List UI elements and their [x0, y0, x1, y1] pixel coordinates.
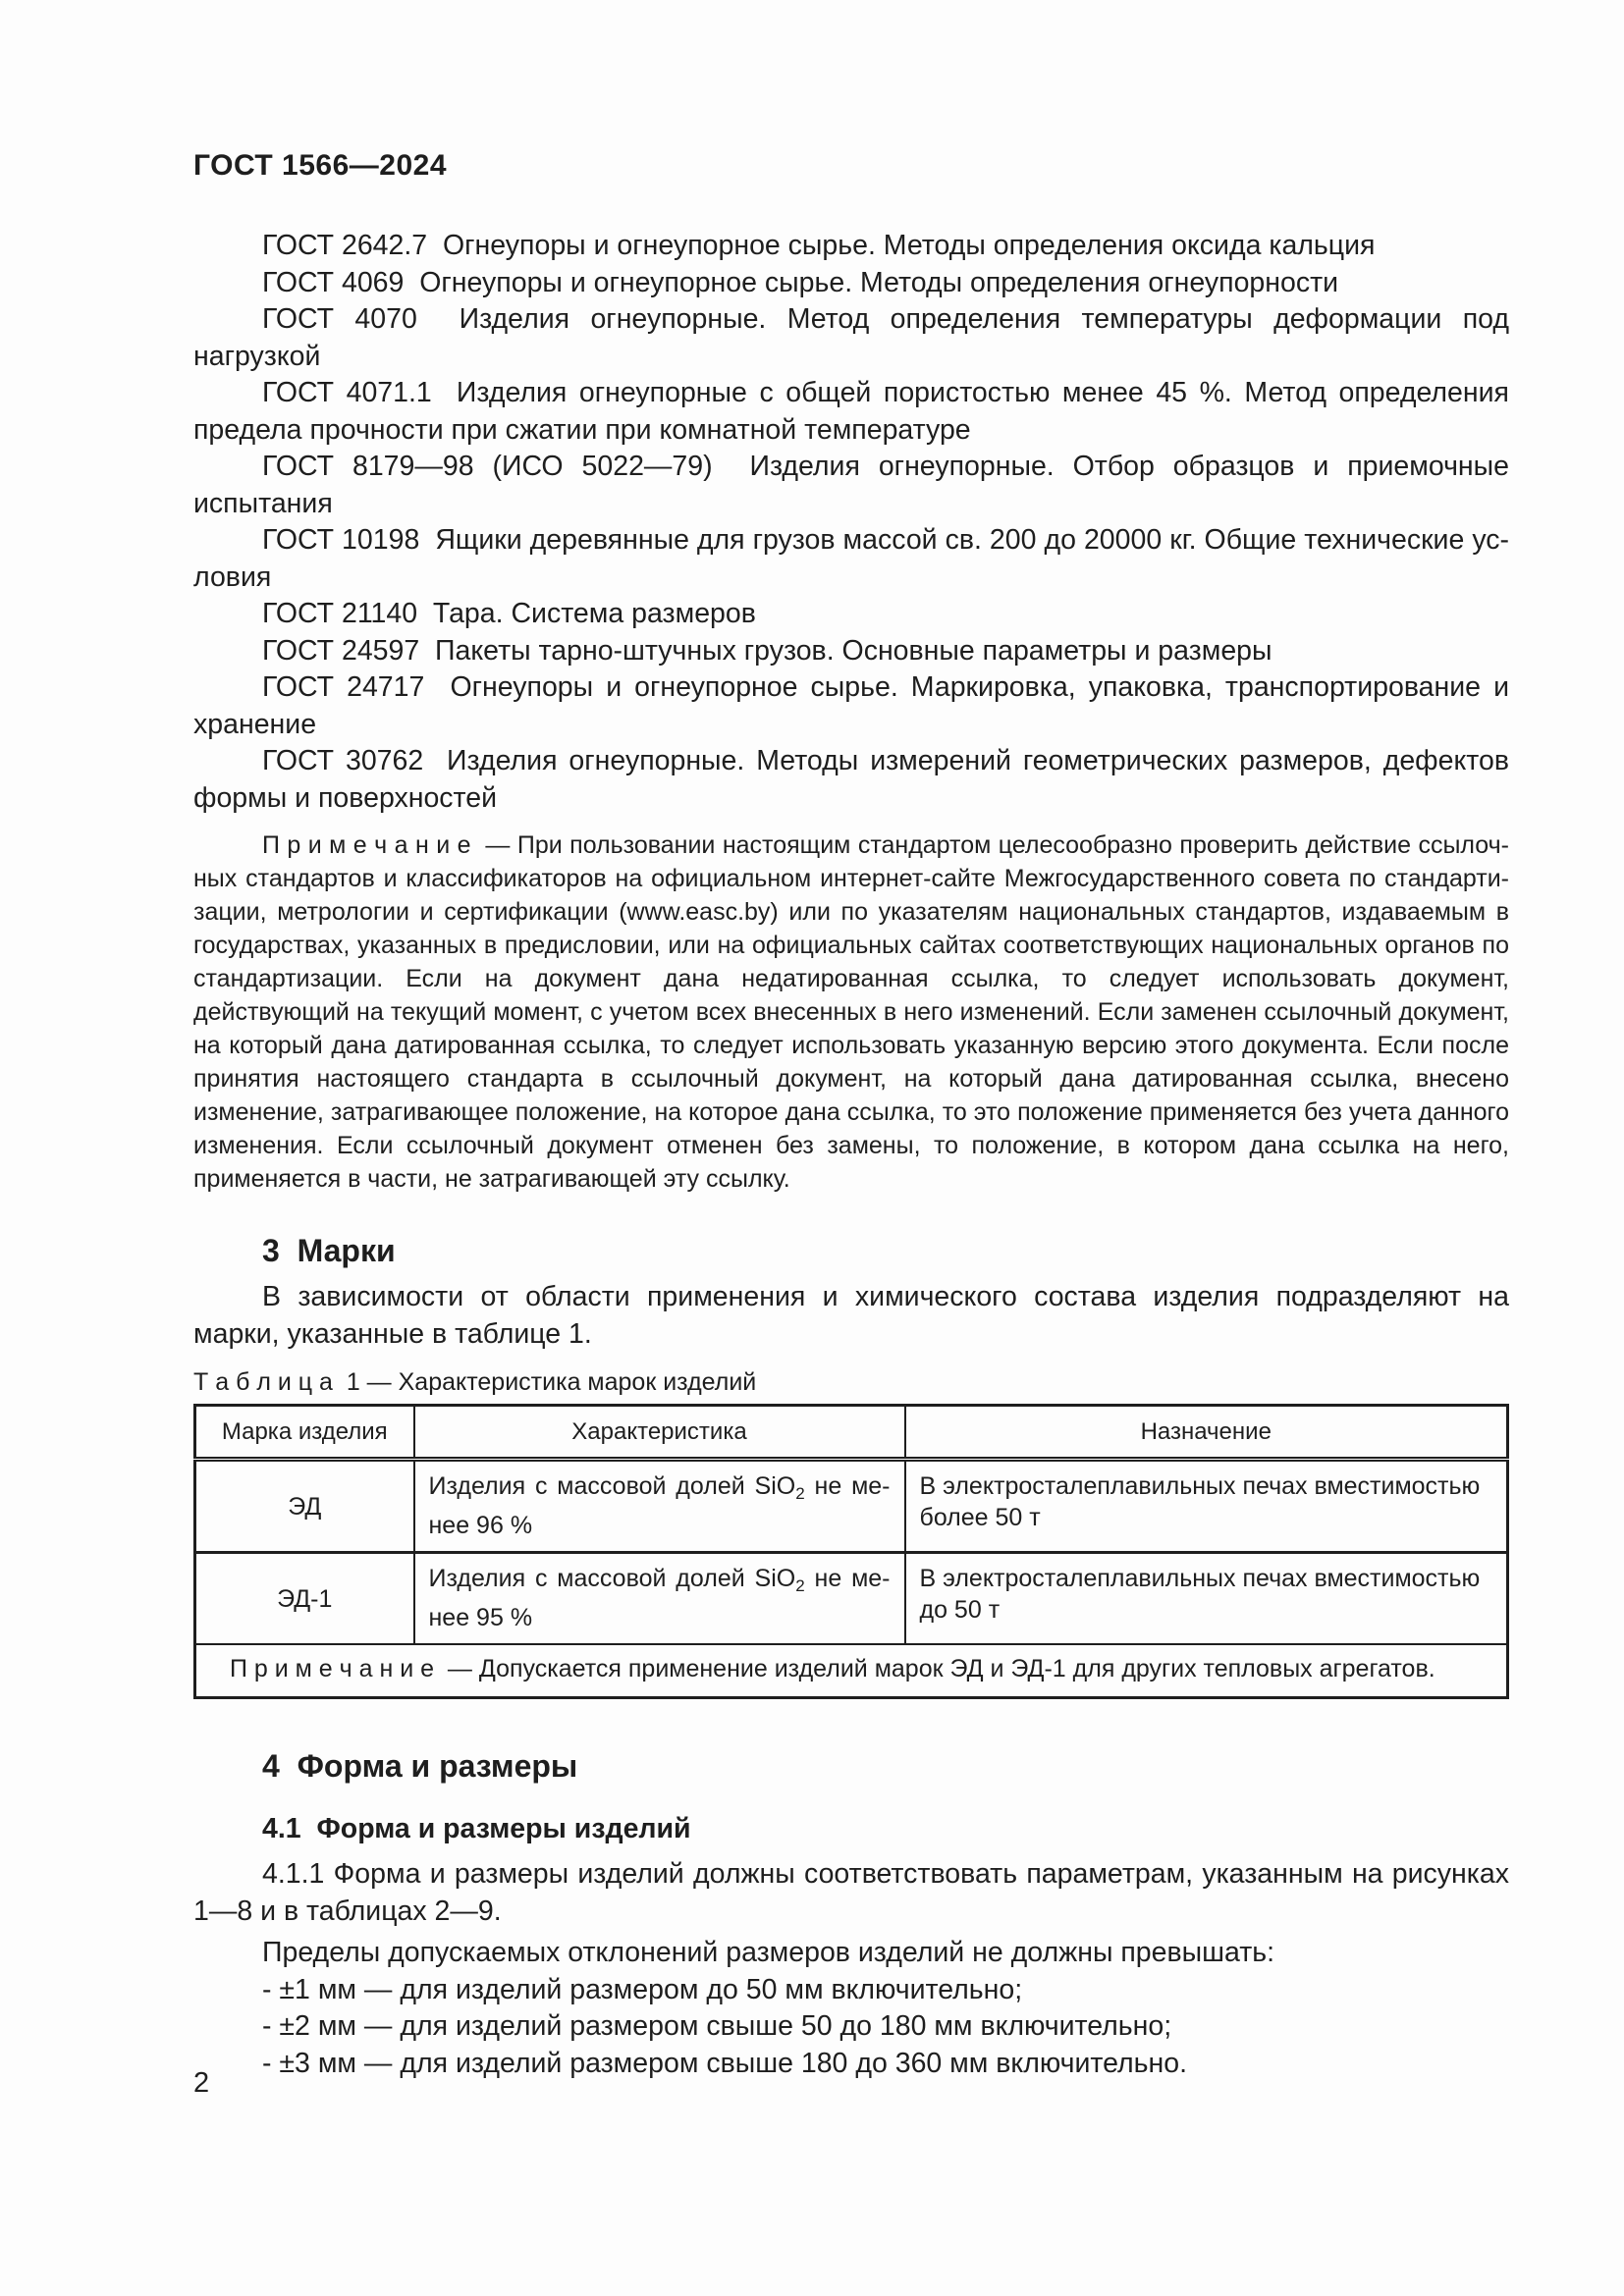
reference-item: ГОСТ 10198 Ящики деревянные для грузов массой св. 200 до 20000 кг. Общие технические условия: [193, 524, 1509, 593]
column-header-mark: Марка изделия: [195, 1406, 414, 1460]
tolerance-intro: Пределы допускаемых отклонений размеров изделий не должны превышать:: [262, 1937, 1275, 1968]
column-header-purpose: Назначение: [905, 1406, 1508, 1460]
mark-cell: ЭД: [195, 1460, 414, 1553]
standard-usage-note: П р и м е ч а н и е — При пользовании настоящим стандартом целесообразно проверить действие ссылочных стандартов и классификаторов на официальном интернет-сайте Межгосударственного совета по стандартизации, метрологии и сертификации (www.easc.by) или по указателям национальных стандартов, издаваемым в государствах, указанных в предисловии, или на официальных сайтах соответствующих национальных органов по стандартизации. Если на документ дана недатированная ссылка, то следует использовать документ, действующий на текущий момент, с учетом всех внесенных в него изменений. Если заменен ссылочный документ, на который дана датированная ссылка, то следует использовать указанную версию этого документа. Если после принятия настоящего стандарта в ссылочный документ, на который дана датированная ссылка, внесено изменение, затрагивающее положение, на которое дана ссылка, то это положение применяется без учета данного изменения. Если ссылочный документ отменен без замены, то положение, в котором дана ссылка на него, применяется в части, не затрагивающей эту ссылку.: [193, 831, 1509, 1193]
page-header-standard-number: ГОСТ 1566—2024: [193, 149, 448, 182]
purpose-cell: В электросталеплавильных печах вместимостью более 50 т: [905, 1460, 1508, 1553]
reference-item: ГОСТ 24717 Огнеупоры и огнеупорное сырье. Маркировка, упаковка, транспортирование и хранение: [193, 671, 1509, 740]
reference-item: ГОСТ 4070 Изделия огнеупорные. Метод определения температуры деформации под нагрузкой: [193, 303, 1509, 372]
section-3-intro-paragraph: В зависимости от области применения и химического состава изделия подразделяют на марки, указанные в таблице 1.: [193, 1281, 1509, 1350]
mark-cell: ЭД-1: [195, 1553, 414, 1645]
reference-item: ГОСТ 24597 Пакеты тарно-штучных грузов. Основные параметры и размеры: [262, 634, 1272, 667]
characteristic-cell: [414, 1553, 905, 1645]
reference-item: ГОСТ 21140 Тара. Система размеров: [262, 598, 756, 629]
section-4-heading: 4 Форма и размеры: [262, 1748, 578, 1784]
references-list: [193, 228, 1509, 817]
characteristic-cell: [414, 1460, 905, 1553]
characteristic-text: Изделия с массовой долей SiO: [428, 1472, 796, 1500]
tolerance-item: - ±2 мм — для изделий размером свыше 50 до 180 мм включительно;: [262, 2010, 1172, 2042]
table-1-caption: Т а б л и ц а 1 — Характеристика марок изделий: [193, 1368, 757, 1396]
size-tolerance-block: [193, 1935, 1509, 2082]
table-note: П р и м е ч а н и е — Допускается применение изделий марок ЭД и ЭД-1 для других тепловых агрегатов.: [195, 1644, 1508, 1698]
table-header-row: [195, 1406, 1508, 1460]
characteristic-text: не менее 95 %: [428, 1565, 891, 1631]
page-number: 2: [193, 2067, 210, 2099]
subscript-2: 2: [795, 1576, 805, 1595]
subscript-2: 2: [795, 1484, 805, 1503]
table-row: [195, 1553, 1508, 1645]
reference-item: ГОСТ 8179—98 (ИСО 5022—79) Изделия огнеупорные. Отбор образцов и приемочные испытания: [193, 451, 1509, 519]
column-header-characteristic: Характеристика: [414, 1406, 905, 1460]
table-1-marks: [193, 1404, 1509, 1699]
section-4-1-heading: 4.1 Форма и размеры изделий: [262, 1813, 691, 1844]
table-row: [195, 1460, 1508, 1553]
characteristic-text: Изделия с массовой долей SiO: [428, 1565, 796, 1592]
purpose-cell: В электросталеплавильных печах вместимостью до 50 т: [905, 1553, 1508, 1645]
characteristic-text: не менее 96 %: [428, 1472, 891, 1539]
reference-item: ГОСТ 30762 Изделия огнеупорные. Методы измерений геометрических размеров, дефектов формы и поверхностей: [193, 745, 1509, 814]
section-3-heading: 3 Марки: [262, 1233, 396, 1268]
reference-item: ГОСТ 4071.1 Изделия огнеупорные с общей пористостью менее 45 %. Метод определения предела прочности при сжатии при комнатной температуре: [193, 377, 1509, 446]
reference-item: ГОСТ 4069 Огнеупоры и огнеупорное сырье. Методы определения огнеупорности: [262, 266, 1339, 298]
tolerance-item: - ±3 мм — для изделий размером свыше 180 до 360 мм включительно.: [262, 2047, 1187, 2079]
tolerance-item: - ±1 мм — для изделий размером до 50 мм включительно;: [262, 1973, 1023, 2005]
reference-item: ГОСТ 2642.7 Огнеупоры и огнеупорное сырье. Методы определения оксида кальция: [262, 230, 1376, 261]
table-note-row: [195, 1644, 1508, 1698]
paragraph-4-1-1: 4.1.1 Форма и размеры изделий должны соответствовать параметрам, указанным на рисунках 1—8 и в таблицах 2—9.: [193, 1858, 1509, 1927]
